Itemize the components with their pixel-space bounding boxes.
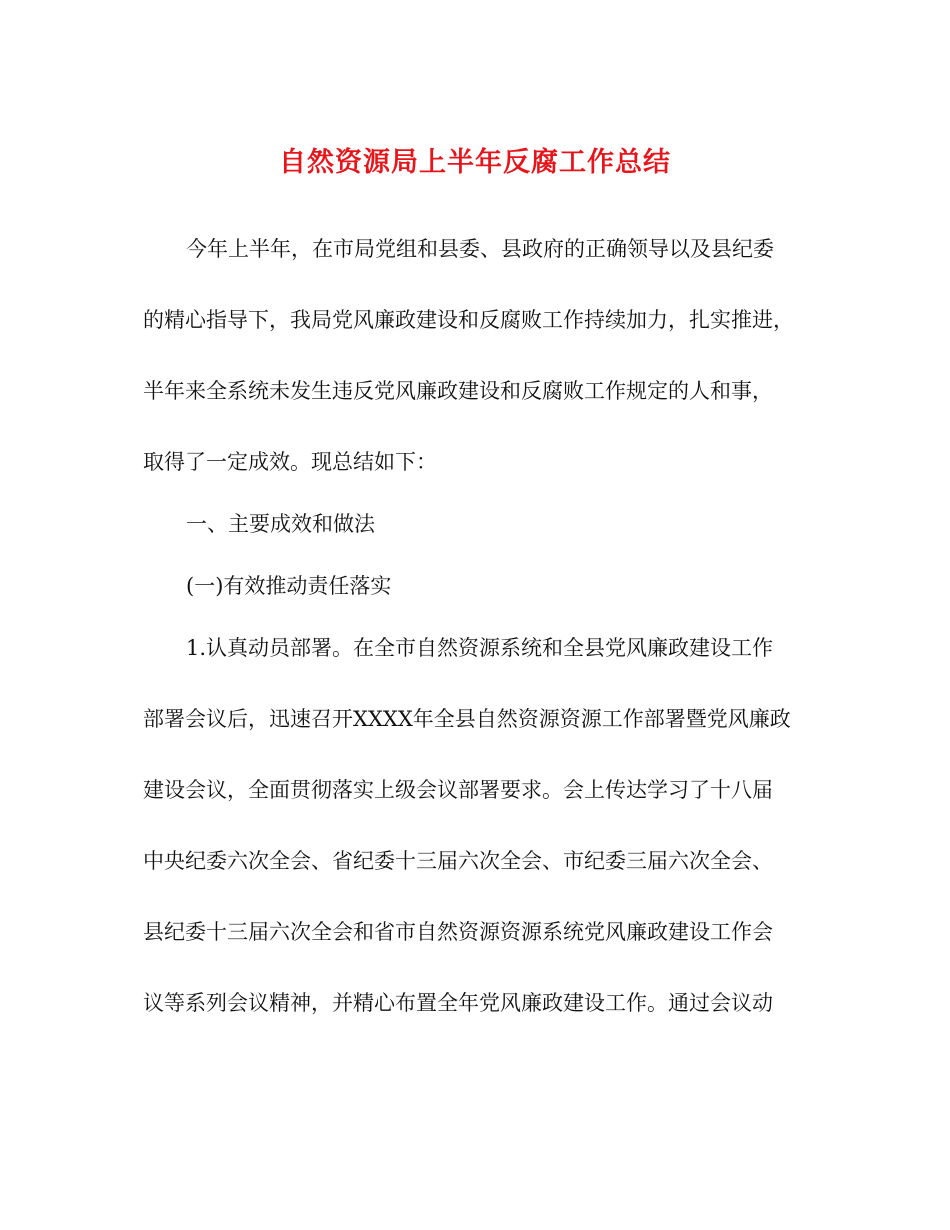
subsection-heading: (一)有效推动责任落实	[186, 574, 392, 598]
paragraph-line: 议等系列会议精神，并精心布置全年党风廉政建设工作。通过会议动	[143, 991, 773, 1015]
paragraph-line: 半年来全系统未发生违反党风廉政建设和反腐败工作规定的人和事，	[143, 379, 773, 403]
paragraph-line: 部署会议后，迅速召开XXXX年全县自然资源资源工作部署暨党风廉政	[143, 707, 791, 731]
paragraph-line: 1.认真动员部署。在全市自然资源系统和全县党风廉政建设工作	[186, 636, 774, 660]
paragraph-line: 今年上半年，在市局党组和县委、县政府的正确领导以及县纪委	[186, 237, 774, 261]
paragraph-line: 的精心指导下，我局党风廉政建设和反腐败工作持续加力，扎实推进，	[143, 308, 794, 332]
paragraph-line: 中央纪委六次全会、省纪委十三届六次全会、市纪委三届六次全会、	[143, 849, 773, 873]
paragraph-line: 县纪委十三届六次全会和省市自然资源资源系统党风廉政建设工作会	[143, 920, 773, 944]
paragraph-line: 建设会议，全面贯彻落实上级会议部署要求。会上传达学习了十八届	[143, 778, 773, 802]
section-heading: 一、主要成效和做法	[186, 512, 375, 536]
document-title: 自然资源局上半年反腐工作总结	[279, 147, 671, 178]
paragraph-line: 取得了一定成效。现总结如下：	[143, 450, 437, 474]
